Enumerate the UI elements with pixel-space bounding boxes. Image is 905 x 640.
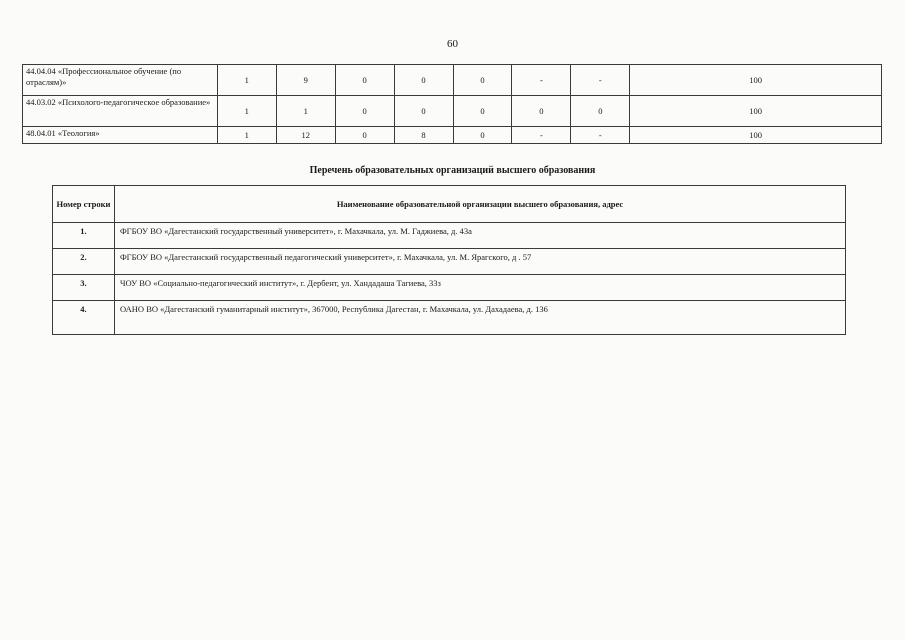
table-row xyxy=(53,223,846,249)
row-number: 4. xyxy=(53,301,115,335)
organization-name: ФГБОУ ВО «Дагестанский государственный университет», г. Махачкала, ул. М. Гаджиева, д. 43а xyxy=(114,223,845,249)
table-cell: 9 xyxy=(276,65,335,96)
table-cell: 0 xyxy=(394,65,453,96)
table-cell: 1 xyxy=(217,65,276,96)
table-cell: 0 xyxy=(394,96,453,127)
organization-name: ОАНО ВО «Дагестанский гуманитарный институт», 367000, Республика Дагестан, г. Махачкала, ул. Дахадаева, д. 136 xyxy=(114,301,845,335)
table-row xyxy=(23,96,882,127)
table-cell: 1 xyxy=(276,96,335,127)
table-row xyxy=(53,275,846,301)
table-cell: - xyxy=(512,65,571,96)
table-cell: 100 xyxy=(630,65,882,96)
table-cell: 0 xyxy=(335,96,394,127)
table-header-row xyxy=(53,186,846,223)
table-cell: 0 xyxy=(453,96,512,127)
table-cell: 0 xyxy=(571,96,630,127)
row-number: 3. xyxy=(53,275,115,301)
program-name: 44.03.02 «Психолого-педагогическое образование» xyxy=(23,96,218,127)
table-cell: - xyxy=(571,127,630,144)
table-row xyxy=(53,249,846,275)
table-row xyxy=(23,127,882,144)
table-cell: 100 xyxy=(630,96,882,127)
table-row xyxy=(23,65,882,96)
organization-name: ФГБОУ ВО «Дагестанский государственный педагогический университет», г. Махачкала, ул. М. Ярагского, д . 57 xyxy=(114,249,845,275)
organizations-table xyxy=(52,185,846,335)
table-cell: 0 xyxy=(335,127,394,144)
table-cell: 8 xyxy=(394,127,453,144)
program-name: 48.04.01 «Теология» xyxy=(23,127,218,144)
table-cell: 0 xyxy=(335,65,394,96)
header-organization-name: Наименование образовательной организации высшего образования, адрес xyxy=(114,186,845,223)
organization-name: ЧОУ ВО «Социально-педагогический институт», г. Дербент, ул. Хандадаша Тагиева, 33з xyxy=(114,275,845,301)
table-cell: 1 xyxy=(217,96,276,127)
section-title: Перечень образовательных организаций высшего образования xyxy=(309,165,596,176)
row-number: 2. xyxy=(53,249,115,275)
table-cell: 0 xyxy=(453,65,512,96)
program-name: 44.04.04 «Профессиональное обучение (по отраслям)» xyxy=(23,65,218,96)
table-row xyxy=(53,301,846,335)
table-cell: 1 xyxy=(217,127,276,144)
table-cell: 0 xyxy=(512,96,571,127)
row-number: 1. xyxy=(53,223,115,249)
programs-table-continuation xyxy=(22,64,882,144)
table-cell: 100 xyxy=(630,127,882,144)
table-cell: - xyxy=(512,127,571,144)
table-cell: - xyxy=(571,65,630,96)
table-cell: 0 xyxy=(453,127,512,144)
page-number: 60 xyxy=(447,38,458,50)
table-cell: 12 xyxy=(276,127,335,144)
header-row-number: Номер строки xyxy=(53,186,115,223)
